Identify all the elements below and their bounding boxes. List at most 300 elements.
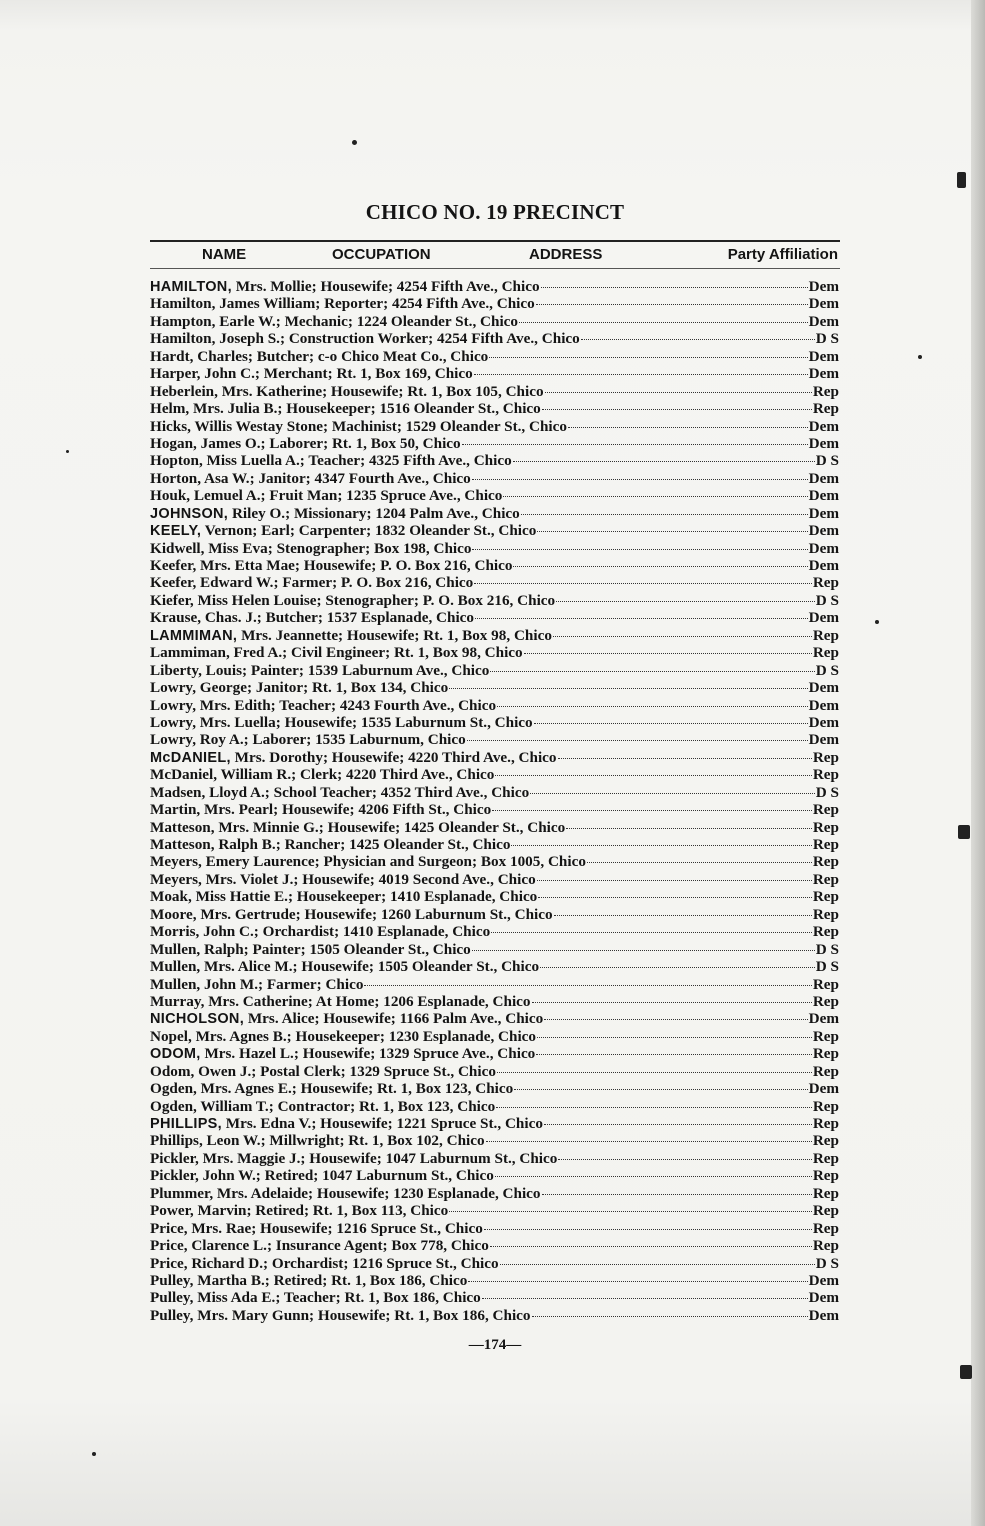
dot-leader [472, 950, 815, 951]
party-affiliation: D S [815, 958, 839, 976]
scan-speck [352, 140, 357, 145]
party-affiliation: Dem [808, 1271, 839, 1289]
voter-details: Liberty, Louis; Painter; 1539 Laburnum Ave., Chico [150, 661, 490, 679]
voter-details: Hardt, Charles; Butcher; c-o Chico Meat Co., Chico [150, 347, 489, 365]
dot-leader [489, 357, 807, 358]
dot-leader [558, 1159, 811, 1160]
voter-entry [150, 1028, 839, 1045]
voter-entry-text [150, 487, 502, 504]
voter-entry [150, 801, 839, 818]
voter-entry-text [150, 470, 471, 487]
scan-speck [92, 1452, 96, 1456]
dot-leader [511, 845, 811, 846]
voter-entry [150, 993, 839, 1010]
voter-entry-text [150, 836, 510, 853]
party-affiliation: Rep [812, 382, 839, 400]
voter-entry [150, 1255, 839, 1272]
dot-leader [472, 479, 808, 480]
party-affiliation: Dem [808, 434, 839, 452]
voter-entry-text [150, 627, 552, 645]
party-affiliation: Dem [808, 504, 839, 522]
voter-entry-text [150, 313, 518, 330]
dot-leader [537, 1037, 812, 1038]
party-affiliation: Dem [808, 487, 839, 505]
voter-details: Pulley, Martha B.; Retired; Rt. 1, Box 186, Chico [150, 1271, 468, 1289]
party-affiliation: Dem [808, 522, 839, 540]
voter-entry-text [150, 1045, 535, 1063]
voter-entry-text [150, 853, 586, 870]
party-affiliation: D S [815, 661, 839, 679]
voter-entry-text [150, 871, 536, 888]
dot-leader [449, 688, 807, 689]
voter-entry [150, 452, 839, 469]
column-header-rule [150, 268, 840, 269]
voter-entry [150, 1010, 839, 1027]
voter-entry-text [150, 330, 580, 347]
party-affiliation: Rep [812, 905, 839, 923]
dot-leader [449, 1211, 812, 1212]
voter-entry-text [150, 418, 567, 435]
voter-entry-text [150, 1237, 489, 1254]
party-affiliation: Rep [812, 1062, 839, 1080]
voter-entry [150, 1220, 839, 1237]
voter-details: Lowry, Mrs. Luella; Housewife; 1535 Laburnum St., Chico [150, 713, 533, 731]
dot-leader [503, 496, 807, 497]
voter-entry-text [150, 1098, 495, 1115]
scan-speck [958, 825, 970, 839]
voter-entry [150, 1167, 839, 1184]
dot-leader [474, 583, 812, 584]
party-affiliation: Dem [808, 539, 839, 557]
column-header-address: ADDRESS [529, 246, 603, 263]
dot-leader [540, 967, 815, 968]
voter-details: Harper, John C.; Merchant; Rt. 1, Box 169, Chico [150, 365, 473, 383]
voter-entry-text [150, 435, 461, 452]
voter-details: Mrs. Hazel L.; Housewife; 1329 Spruce Ave., Chico [200, 1045, 536, 1063]
party-affiliation: Rep [812, 644, 839, 662]
voter-details: Keefer, Mrs. Etta Mae; Housewife; P. O. Box 216, Chico [150, 557, 513, 574]
voter-entry [150, 958, 839, 975]
voter-entry-text [150, 1167, 494, 1184]
dot-leader [544, 1019, 807, 1020]
voter-details: Moore, Mrs. Gertrude; Housewife; 1260 Laburnum St., Chico [150, 905, 553, 923]
party-affiliation: Rep [812, 748, 839, 766]
party-affiliation: Dem [808, 1080, 839, 1098]
party-affiliation: D S [815, 940, 839, 958]
dot-leader [462, 444, 808, 445]
voter-entry-text [150, 278, 540, 296]
voter-entry-text [150, 941, 471, 958]
party-affiliation: D S [815, 1254, 839, 1272]
voter-details: Mrs. Dorothy; Housewife; 4220 Third Ave., Chico [230, 748, 557, 766]
voter-entry [150, 1045, 839, 1062]
voter-details: Lowry, Roy A.; Laborer; 1535 Laburnum, Chico [150, 731, 466, 749]
dot-leader [513, 461, 815, 462]
party-affiliation: Rep [812, 975, 839, 993]
voter-details: Vernon; Earl; Carpenter; 1832 Oleander St., Chico [201, 522, 537, 540]
voter-entry [150, 435, 839, 452]
party-affiliation: Rep [812, 836, 839, 853]
voter-entry [150, 749, 839, 766]
dot-leader [542, 409, 812, 410]
voter-entry [150, 540, 839, 557]
voter-entry [150, 1115, 839, 1132]
voter-details: Martin, Mrs. Pearl; Housewife; 4206 Fifth St., Chico [150, 801, 492, 819]
party-affiliation: Rep [812, 870, 839, 888]
voter-entry [150, 383, 839, 400]
voter-entry [150, 609, 839, 626]
surname-heading: KEELY, [150, 523, 202, 540]
voter-entry [150, 679, 839, 696]
voter-entry-text [150, 557, 512, 574]
party-affiliation: Rep [812, 818, 839, 836]
voter-entry [150, 330, 839, 347]
voter-entry-text [150, 540, 471, 557]
dot-leader [568, 427, 808, 428]
dot-leader [537, 880, 812, 881]
dot-leader [534, 723, 808, 724]
voter-details: Power, Marvin; Retired; Rt. 1, Box 113, Chico [150, 1202, 449, 1220]
voter-details: Mrs. Alice; Housewife; 1166 Palm Ave., Chico [244, 1010, 544, 1028]
voter-details: Hampton, Earle W.; Mechanic; 1224 Oleander St., Chico [150, 312, 519, 330]
voter-details: Mullen, Mrs. Alice M.; Housewife; 1505 Oleander St., Chico [150, 958, 540, 976]
voter-entry [150, 278, 839, 295]
voter-entry [150, 923, 839, 940]
column-header-occupation: OCCUPATION [332, 246, 431, 263]
voter-entry [150, 365, 839, 382]
dot-leader [558, 758, 812, 759]
dot-leader [496, 1107, 812, 1108]
scan-speck [875, 620, 879, 624]
voter-details: Mullen, John M.; Farmer; Chico [150, 975, 364, 993]
voter-details: Moak, Miss Hattie E.; Housekeeper; 1410 Esplanade, Chico [150, 888, 538, 906]
surname-heading: ODOM, [150, 1046, 201, 1063]
voter-entry [150, 313, 839, 330]
voter-entry-text [150, 749, 557, 767]
voter-entry-text [150, 888, 537, 905]
dot-leader [544, 1124, 812, 1125]
voter-entry [150, 888, 839, 905]
voter-entry-text [150, 1063, 496, 1080]
voter-entry-text [150, 714, 533, 731]
voter-entry [150, 836, 839, 853]
voter-details: Horton, Asa W.; Janitor; 4347 Fourth Ave., Chico [150, 469, 471, 487]
voter-entry-text [150, 1150, 557, 1167]
voter-details: Price, Clarence L.; Insurance Agent; Box 778, Chico [150, 1237, 489, 1255]
voter-details: Meyers, Emery Laurence; Physician and Surgeon; Box 1005, Chico [150, 853, 586, 871]
voter-entry-text [150, 348, 488, 365]
voter-entry [150, 819, 839, 836]
dot-leader [554, 915, 812, 916]
party-affiliation: Rep [812, 992, 839, 1010]
voter-entry [150, 1289, 839, 1306]
voter-details: Riley O.; Missionary; 1204 Palm Ave., Chico [228, 504, 520, 522]
party-affiliation: Rep [812, 888, 839, 906]
scan-speck [918, 355, 922, 359]
page-edge-shadow [971, 0, 985, 1526]
dot-leader [581, 339, 815, 340]
party-affiliation: Rep [812, 1115, 839, 1132]
voter-entry-text [150, 505, 520, 523]
dot-leader [513, 566, 807, 567]
party-affiliation: D S [815, 330, 839, 348]
party-affiliation: D S [815, 783, 839, 801]
voter-entry-text [150, 295, 535, 312]
voter-entry-text [150, 1132, 485, 1149]
scan-speck [66, 450, 69, 453]
dot-leader [532, 1002, 812, 1003]
voter-details: Odom, Owen J.; Postal Clerk; 1329 Spruce St., Chico [150, 1062, 496, 1080]
voter-entry [150, 1307, 839, 1324]
voter-details: Kiefer, Miss Helen Louise; Stenographer; P. O. Box 216, Chico [150, 591, 556, 609]
party-affiliation: Dem [808, 312, 839, 330]
voter-entry-text [150, 452, 512, 469]
voter-details: Murray, Mrs. Catherine; At Home; 1206 Esplanade, Chico [150, 992, 531, 1010]
voter-entry-text [150, 609, 474, 626]
voter-entry [150, 1150, 839, 1167]
voter-entry-text [150, 400, 541, 417]
voter-entry-text [150, 819, 565, 836]
party-affiliation: Dem [808, 469, 839, 487]
voter-entry-text [150, 1115, 543, 1133]
party-affiliation: Rep [812, 1167, 839, 1185]
party-affiliation: D S [815, 591, 839, 609]
dot-leader [521, 514, 808, 515]
party-affiliation: Dem [808, 696, 839, 714]
voter-entry [150, 1202, 839, 1219]
voter-entry [150, 627, 839, 644]
dot-leader [495, 775, 811, 776]
dot-leader [472, 549, 807, 550]
voter-details: Plummer, Mrs. Adelaide; Housewife; 1230 Esplanade, Chico [150, 1184, 541, 1202]
voter-details: Mrs. Jeannette; Housewife; Rt. 1, Box 98, Chico [237, 626, 552, 644]
voter-details: Meyers, Mrs. Violet J.; Housewife; 4019 Second Ave., Chico [150, 870, 536, 888]
voter-details: Heberlein, Mrs. Katherine; Housewife; Rt. 1, Box 105, Chico [150, 382, 544, 400]
voter-entry [150, 1272, 839, 1289]
party-affiliation: Rep [812, 1045, 839, 1063]
voter-details: Hamilton, Joseph S.; Construction Worker; 4254 Fifth Ave., Chico [150, 330, 580, 348]
party-affiliation: Rep [812, 574, 839, 592]
party-affiliation: Dem [808, 278, 839, 295]
dot-leader [545, 392, 812, 393]
page-title: CHICO NO. 19 PRECINCT [365, 200, 625, 224]
party-affiliation: Dem [808, 1306, 839, 1324]
voter-entry-text [150, 784, 529, 801]
voter-entry-text [150, 592, 555, 609]
dot-leader [532, 1316, 808, 1317]
dot-leader [364, 985, 811, 986]
voter-entry [150, 941, 839, 958]
voter-details: McDaniel, William R.; Clerk; 4220 Third Ave., Chico [150, 766, 495, 784]
dot-leader [514, 1089, 807, 1090]
voter-details: Matteson, Ralph B.; Rancher; 1425 Oleander St., Chico [150, 836, 511, 853]
voter-entry [150, 1098, 839, 1115]
voter-details: Hicks, Willis Westay Stone; Machinist; 1529 Oleander St., Chico [150, 417, 567, 435]
voter-entry [150, 295, 839, 312]
voter-details: Mullen, Ralph; Painter; 1505 Oleander St., Chico [150, 940, 471, 958]
voter-entry [150, 662, 839, 679]
column-header-party: Party Affiliation [727, 246, 838, 263]
dot-leader [492, 810, 812, 811]
dot-leader [542, 1194, 812, 1195]
voter-entry-text [150, 662, 489, 679]
dot-leader [538, 897, 812, 898]
party-affiliation: Rep [812, 1219, 839, 1237]
party-affiliation: Rep [812, 1097, 839, 1115]
voter-details: Helm, Mrs. Julia B.; Housekeeper; 1516 Oleander St., Chico [150, 400, 541, 418]
party-affiliation: Dem [808, 1010, 839, 1028]
voter-entry-text [150, 801, 491, 818]
voter-entry-text [150, 993, 531, 1010]
dot-leader [587, 862, 812, 863]
voter-entry-text [150, 731, 466, 748]
voter-entry-text [150, 923, 490, 940]
party-affiliation: Rep [812, 766, 839, 784]
voter-details: Houk, Lemuel A.; Fruit Man; 1235 Spruce Ave., Chico [150, 487, 503, 505]
party-affiliation: Dem [808, 731, 839, 749]
voter-entry [150, 592, 839, 609]
voter-entry [150, 1132, 839, 1149]
voter-entry [150, 400, 839, 417]
voter-entry [150, 906, 839, 923]
dot-leader [497, 706, 808, 707]
dot-leader [467, 740, 808, 741]
voter-details: Pulley, Miss Ada E.; Teacher; Rt. 1, Box 186, Chico [150, 1289, 481, 1307]
voter-details: Lowry, Mrs. Edith; Teacher; 4243 Fourth Ave., Chico [150, 696, 497, 714]
dot-leader [536, 304, 808, 305]
voter-entry-text [150, 1185, 541, 1202]
voter-details: Ogden, William T.; Contractor; Rt. 1, Box 123, Chico [150, 1097, 496, 1115]
party-affiliation: Dem [808, 679, 839, 697]
voter-entry [150, 1063, 839, 1080]
voter-details: Lammiman, Fred A.; Civil Engineer; Rt. 1, Box 98, Chico [150, 644, 523, 662]
party-affiliation: Rep [812, 1237, 839, 1255]
voter-entry-text [150, 1010, 543, 1028]
voter-entry [150, 697, 839, 714]
party-affiliation: Rep [812, 1149, 839, 1167]
voter-entry-text [150, 766, 494, 783]
voter-entry [150, 470, 839, 487]
party-affiliation: Rep [812, 853, 839, 871]
party-affiliation: Rep [812, 1184, 839, 1202]
page-number: —174— [468, 1337, 522, 1353]
voter-details: Matteson, Mrs. Minnie G.; Housewife; 1425 Oleander St., Chico [150, 818, 566, 836]
surname-heading: NICHOLSON, [150, 1011, 245, 1028]
voter-details: Hopton, Miss Luella A.; Teacher; 4325 Fifth Ave., Chico [150, 452, 512, 470]
voter-details: Lowry, George; Janitor; Rt. 1, Box 134, Chico [150, 679, 449, 697]
dot-leader [484, 1229, 812, 1230]
voter-entry [150, 505, 839, 522]
dot-leader [553, 636, 812, 637]
scan-speck [957, 172, 966, 188]
surname-heading: HAMILTON, [150, 279, 232, 295]
voter-entry [150, 522, 839, 539]
voter-entry-text [150, 1272, 467, 1289]
party-affiliation: Dem [808, 713, 839, 731]
voter-entry-text [150, 522, 536, 540]
voter-details: Kidwell, Miss Eva; Stenographer; Box 198, Chico [150, 539, 472, 557]
column-headers [150, 246, 840, 266]
voter-entry [150, 871, 839, 888]
voter-entry [150, 1080, 839, 1097]
dot-leader [537, 531, 807, 532]
voter-entry-text [150, 1202, 448, 1219]
dot-leader [490, 671, 814, 672]
dot-leader [536, 1054, 812, 1055]
voter-entry-text [150, 365, 473, 382]
voter-entry [150, 714, 839, 731]
voter-entry [150, 1237, 839, 1254]
surname-heading: McDANIEL, [150, 749, 231, 766]
surname-heading: PHILLIPS, [150, 1116, 222, 1132]
dot-leader [475, 618, 808, 619]
dot-leader [482, 1298, 808, 1299]
voter-details: Price, Mrs. Rae; Housewife; 1216 Spruce St., Chico [150, 1219, 483, 1237]
surname-heading: JOHNSON, [150, 505, 229, 522]
voter-entry-text [150, 1255, 499, 1272]
voter-entry [150, 766, 839, 783]
dot-leader [500, 1264, 815, 1265]
scan-speck [960, 1365, 972, 1379]
dot-leader [468, 1281, 807, 1282]
dot-leader [541, 287, 808, 288]
voter-entry-text [150, 906, 553, 923]
dot-leader [556, 601, 815, 602]
voter-entry [150, 976, 839, 993]
party-affiliation: Dem [808, 347, 839, 365]
party-affiliation: D S [815, 452, 839, 470]
voter-details: Keefer, Edward W.; Farmer; P. O. Box 216, Chico [150, 574, 474, 592]
party-affiliation: Dem [808, 417, 839, 435]
voter-details: Phillips, Leon W.; Millwright; Rt. 1, Box 102, Chico [150, 1132, 485, 1150]
voter-entry-text [150, 697, 496, 714]
party-affiliation: Dem [808, 1289, 839, 1307]
dot-leader [497, 1072, 812, 1073]
party-affiliation: Rep [812, 923, 839, 941]
dot-leader [474, 374, 808, 375]
dot-leader [490, 1246, 812, 1247]
voter-entry [150, 853, 839, 870]
voter-details: Hogan, James O.; Laborer; Rt. 1, Box 50, Chico [150, 434, 461, 452]
voter-entry-text [150, 1220, 483, 1237]
voter-entry-text [150, 1289, 481, 1306]
dot-leader [486, 1141, 812, 1142]
voter-entry [150, 557, 839, 574]
voter-entry-text [150, 644, 523, 661]
party-affiliation: Rep [812, 801, 839, 819]
voter-entry [150, 731, 839, 748]
party-affiliation: Rep [812, 400, 839, 418]
voter-entry-text [150, 1028, 536, 1045]
party-affiliation: Dem [808, 365, 839, 383]
party-affiliation: Rep [812, 1202, 839, 1220]
voter-details: Krause, Chas. J.; Butcher; 1537 Esplanade, Chico [150, 609, 475, 627]
voter-entry [150, 644, 839, 661]
voter-details: Price, Richard D.; Orchardist; 1216 Spruce St., Chico [150, 1254, 499, 1272]
dot-leader [495, 1176, 812, 1177]
voter-list [150, 278, 839, 1324]
voter-entry-text [150, 976, 363, 993]
voter-entry [150, 348, 839, 365]
voter-details: Pulley, Mrs. Mary Gunn; Housewife; Rt. 1, Box 186, Chico [150, 1306, 531, 1324]
dot-leader [566, 828, 812, 829]
voter-details: Madsen, Lloyd A.; School Teacher; 4352 Third Ave., Chico [150, 783, 530, 801]
voter-details: Pickler, John W.; Retired; 1047 Laburnum St., Chico [150, 1167, 494, 1185]
voter-entry-text [150, 1080, 513, 1097]
dot-leader [491, 932, 812, 933]
party-affiliation: Rep [812, 1027, 839, 1045]
voter-entry [150, 574, 839, 591]
